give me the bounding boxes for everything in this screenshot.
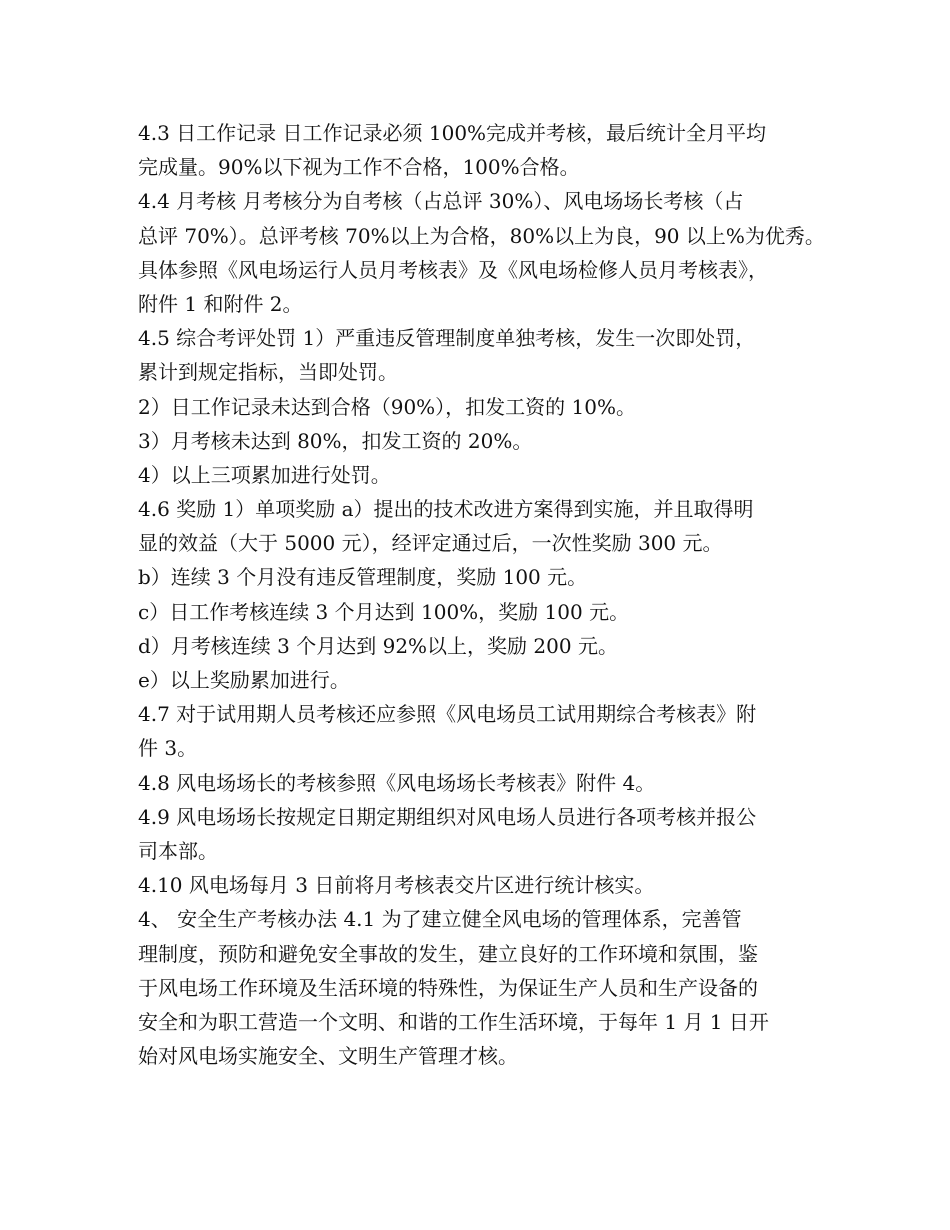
text-line: 4.9 风电场场长按规定日期定期组织对风电场人员进行各项考核并报公 [138,804,757,829]
text-line: 件 3。 [138,736,198,761]
document-body [138,116,825,1073]
text-line: d）月考核连续 3 个月达到 92%以上，奖励 200 元。 [138,633,618,658]
text-line: c）日工作考核连续 3 个月达到 100%，奖励 100 元。 [138,599,630,624]
text-line: 安全和为职工营造一个文明、和谐的工作生活环境，于每年 1 月 1 日开 [138,1009,769,1034]
text-line: 4）以上三项累加进行处罚。 [138,462,391,487]
text-line: 附件 1 和附件 2。 [138,291,303,316]
text-line: 始对风电场实施安全、文明生产管理才核。 [138,1044,518,1069]
text-line: 理制度，预防和避免安全事故的发生，建立良好的工作环境和氛围，鉴 [138,941,758,966]
text-line: 4.5 综合考评处罚 1）严重违反管理制度单独考核，发生一次即处罚， [138,326,756,351]
text-line: 4.4 月考核 月考核分为自考核（占总评 30%）、风电场场长考核（占 [138,189,744,214]
text-line: 总评 70%）。总评考核 70%以上为合格，80%以上为良，90 以上%为优秀。 [138,223,825,248]
text-line: 4.6 奖励 1）单项奖励 a）提出的技术改进方案得到实施，并且取得明 [138,497,754,522]
text-line: 4.3 日工作记录 日工作记录必须 100%完成并考核，最后统计全月平均 [138,121,767,145]
text-line: 4.8 风电场场长的考核参照《风电场场长考核表》附件 4。 [138,770,656,795]
text-line: 具体参照《风电场运行人员月考核表》及《风电场检修人员月考核表》， [138,257,768,282]
text-line: 司本部。 [138,838,218,863]
text-line: b）连续 3 个月没有违反管理制度，奖励 100 元。 [138,565,588,590]
text-line: 完成量。90%以下视为工作不合格，100%合格。 [138,155,580,180]
text-line: e）以上奖励累加进行。 [138,668,350,692]
text-line: 累计到规定指标，当即处罚。 [138,360,398,385]
text-line: 2）日工作记录未达到合格（90%），扣发工资的 10%。 [138,394,636,419]
text-line: 3）月考核未达到 80%，扣发工资的 20%。 [138,428,533,453]
text-line: 4.10 风电场每月 3 日前将月考核表交片区进行统计核实。 [138,873,655,898]
text-line: 于风电场工作环境及生活环境的特殊性，为保证生产人员和生产设备的 [138,975,758,1000]
text-line: 显的效益（大于 5000 元），经评定通过后，一次性奖励 300 元。 [138,531,723,556]
text-line: 4、 安全生产考核办法 4.1 为了建立健全风电场的管理体系，完善管 [138,907,742,932]
text-line: 4.7 对于试用期人员考核还应参照《风电场员工试用期综合考核表》附 [138,702,757,727]
